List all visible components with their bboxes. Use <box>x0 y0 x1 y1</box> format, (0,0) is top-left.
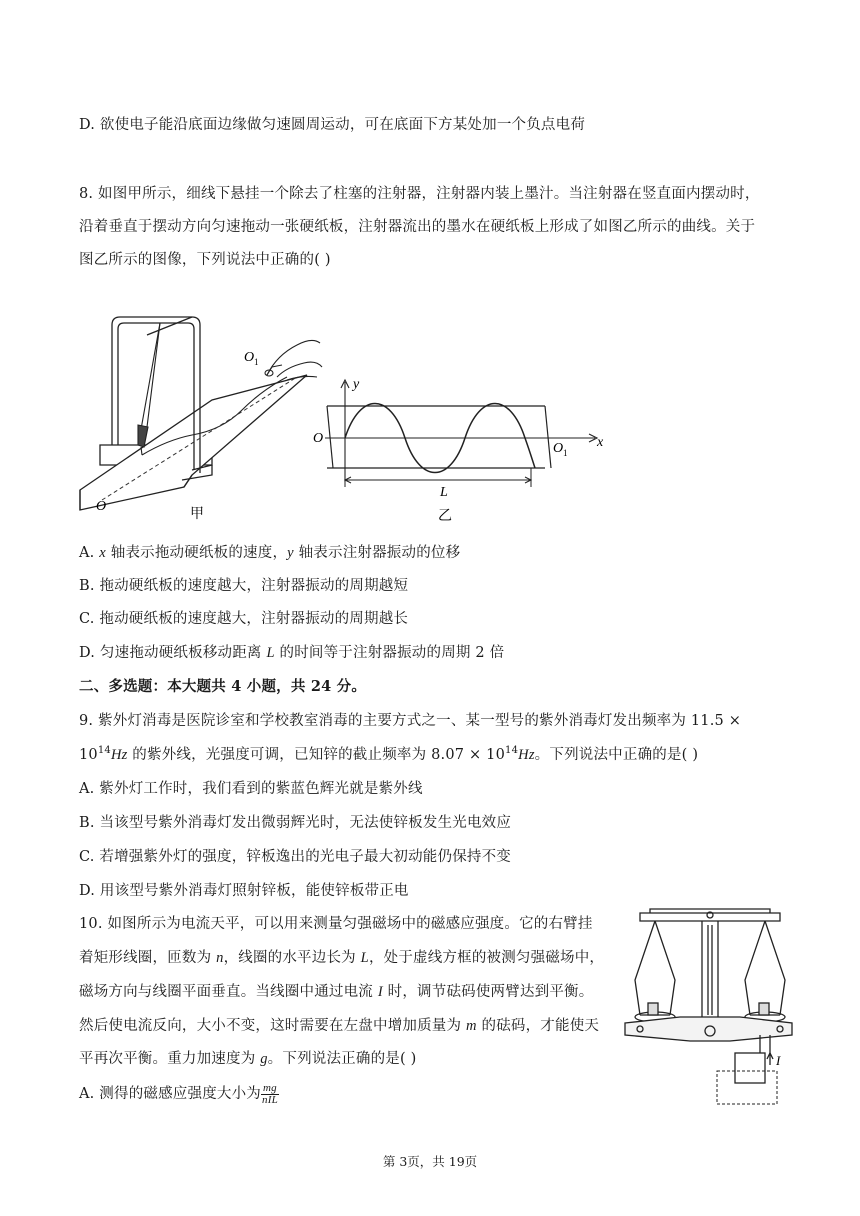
q8-figure-right <box>305 372 615 522</box>
q8-option-a: A. x 轴表示拖动硬纸板的速度，y 轴表示注射器振动的位移 <box>79 545 461 561</box>
q9-option-c: C. 若增强紫外灯的强度，锌板逸出的光电子最大初动能仍保持不变 <box>79 849 511 865</box>
right-pan-hanger <box>745 921 785 1015</box>
label-O1-right: O <box>553 441 564 456</box>
balance-beam <box>640 913 780 921</box>
label-O-left: O <box>96 499 107 514</box>
q8-stem-line-3: 图乙所示的图像，下列说法中正确的( ) <box>79 252 331 268</box>
q10-stem-line-3: 磁场方向与线圈平面垂直。当线圈中通过电流 I 时，调节砝码使两臂达到平衡。 <box>79 984 594 1000</box>
label-O1-right-sub: 1 <box>563 448 568 458</box>
label-O1-left: O <box>244 350 255 365</box>
q8-stem-line-2: 沿着垂直于摆动方向匀速拖动一张硬纸板，注射器流出的墨水在硬纸板上形成了如图乙所示的曲线。关于 <box>79 219 756 235</box>
q10-option-a: A. 测得的磁感应强度大小为 $\frac{mg}{\text{nIL}}$ <box>79 1081 278 1106</box>
q8-option-b: B. 拖动硬纸板的速度越大，注射器振动的周期越短 <box>79 578 409 594</box>
q9-stem-line-2: $10^{14}Hz$ 的紫外线，光强度可调，已知锌的截止频率为 $8.07 \times 10^{14}Hz$。下列说法中正确的是( ) <box>79 745 699 763</box>
label-x: x <box>597 435 604 450</box>
q8-figure-left <box>72 305 332 530</box>
label-O1-left-sub: 1 <box>254 357 259 367</box>
stand-base <box>80 317 307 510</box>
q10-stem-line-4: 然后使电流反向，大小不变，这时需要在左盘中增加质量为 m 的砝码，才能使天 <box>79 1018 600 1034</box>
q10-stem-line-5: 平再次平衡。重力加速度为 g。下列说法正确的是( ) <box>79 1051 417 1067</box>
q9-stem-line-1: 9. 紫外灯消毒是医院诊室和学校教室消毒的主要方式之一、某一型号的紫外消毒灯发出频率为 11.5 × <box>79 713 742 729</box>
q8-stem-line-1: 8. 如图甲所示，细线下悬挂一个除去了柱塞的注射器，注射器内装上墨汁。当注射器在竖直面内摆动时， <box>79 186 760 202</box>
label-L: L <box>440 485 448 500</box>
left-pan-hanger <box>635 921 675 1015</box>
label-O-right: O <box>313 431 324 446</box>
balance-base <box>625 1017 792 1041</box>
center-post <box>702 921 718 1020</box>
fraction-mg-over-nIL: $\frac{mg}{\text{nIL}}$ <box>262 1081 278 1106</box>
caption-jia: 甲 <box>190 506 204 522</box>
q9-option-a: A. 紫外灯工作时，我们看到的紫蓝色辉光就是紫外线 <box>79 781 423 797</box>
rectangular-coil <box>735 1053 765 1083</box>
page-footer: 第 3页，共 19页 <box>382 1154 478 1169</box>
q10-figure-current-balance <box>620 905 795 1110</box>
q10-stem-line-1: 10. 如图所示为电流天平，可以用来测量匀强磁场中的磁感应强度。它的右臂挂 <box>79 916 593 932</box>
label-I: I <box>776 1053 781 1068</box>
q8-option-c: C. 拖动硬纸板的速度越大，注射器振动的周期越长 <box>79 611 409 627</box>
caption-yi: 乙 <box>438 508 452 522</box>
label-y: y <box>353 377 360 392</box>
syringe <box>138 323 160 455</box>
q8-option-d: D. 匀速拖动硬纸板移动距离 L 的时间等于注射器振动的周期 2 倍 <box>79 645 505 661</box>
q7-option-d: D. 欲使电子能沿底面边缘做匀速圆周运动，可在底面下方某处加一个负点电荷 <box>79 117 586 133</box>
q9-option-d: D. 用该型号紫外消毒灯照射锌板，能使锌板带正电 <box>79 883 409 899</box>
q9-option-b: B. 当该型号紫外消毒灯发出微弱辉光时，无法使锌板发生光电效应 <box>79 815 512 831</box>
section-2-heading: 二、多选题：本大题共 4 小题，共 24 分。 <box>79 678 367 695</box>
q10-stem-line-2: 着矩形线圈，匝数为 n，线圈的水平边长为 L，处于虚线方框的被测匀强磁场中， <box>79 950 605 966</box>
